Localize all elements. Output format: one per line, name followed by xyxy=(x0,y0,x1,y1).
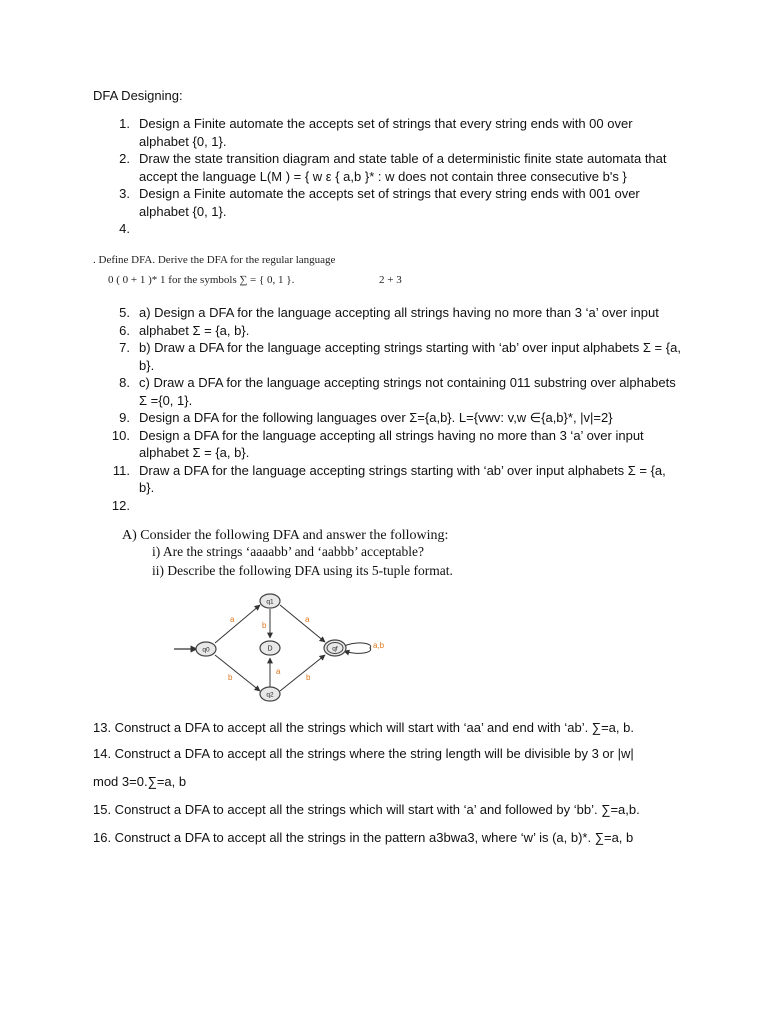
edge-final-self-loop xyxy=(344,643,371,653)
label-q1-dead: b xyxy=(262,621,267,630)
item-number: 12. xyxy=(111,497,130,513)
label-q2-final: b xyxy=(306,673,311,682)
item-text: Design a Finite automate the accepts set of strings that every string ends with 00 over alphabet {0, 1}. xyxy=(139,116,633,149)
dfa-diagram xyxy=(170,588,430,708)
item-number: 6. xyxy=(119,322,130,338)
label-q1-final: a xyxy=(305,615,310,624)
item-text: b) Draw a DFA for the language accepting strings starting with ‘ab’ over input alphabets Σ = {a, b}. xyxy=(139,340,681,373)
item-number: 1. xyxy=(119,116,130,131)
dfa-question-part-2: ii) Describe the following DFA using its 5-tuple format. xyxy=(152,563,453,578)
list-item xyxy=(93,150,683,185)
item-number: 10. xyxy=(111,427,130,443)
state-q2 xyxy=(260,687,280,701)
list-item xyxy=(93,322,683,340)
state-dead-label: D xyxy=(267,645,273,653)
question-14: 14. Construct a DFA to accept all the strings where the string length will be divisible by 3 or |w| xyxy=(93,746,634,761)
scanned-line-2: 0 ( 0 + 1 )* 1 for the symbols ∑ = { 0, 1 }. xyxy=(108,274,295,286)
page-heading: DFA Designing: xyxy=(93,88,183,103)
question-13: 13. Construct a DFA to accept all the strings which will start with ‘aa’ and end with ‘ab’. ∑=a, b. xyxy=(93,720,634,735)
edge-q0-q2 xyxy=(215,655,260,691)
list-item xyxy=(93,427,683,462)
state-q2-label: q2 xyxy=(266,691,274,699)
list-item xyxy=(93,374,683,409)
item-number: 8. xyxy=(119,375,130,390)
state-final-label: qf xyxy=(332,645,338,653)
dfa-question xyxy=(122,528,453,579)
state-dead xyxy=(260,641,280,655)
item-number: 11. xyxy=(112,462,130,478)
item-text: Design a DFA for the language accepting all strings having no more than 3 ‘a’ over input alphabet Σ = {a, b}. xyxy=(139,427,644,460)
label-final-self: a,b xyxy=(373,641,385,650)
dfa-question-part-1: i) Are the strings ‘aaaabb’ and ‘aabbb’ acceptable? xyxy=(152,544,424,559)
item-text: a) Design a DFA for the language accepting all strings having no more than 3 ‘a’ over input xyxy=(139,305,659,320)
question-16: 16. Construct a DFA to accept all the strings in the pattern a3bwa3, where ‘w’ is (a, b)*. ∑=a, b xyxy=(93,830,634,845)
item-number: 5. xyxy=(119,305,130,320)
item-text: Design a Finite automate the accepts set of strings that every string ends with 001 over alphabet {0, 1}. xyxy=(139,186,640,219)
list-item xyxy=(93,339,683,374)
edge-q1-final xyxy=(280,605,325,642)
question-list-2 xyxy=(93,304,683,513)
question-15: 15. Construct a DFA to accept all the strings which will start with ‘a’ and followed by ‘bb’. ∑=a,b. xyxy=(93,802,640,817)
item-text: c) Draw a DFA for the language accepting strings not containing 011 substring over alphabets Σ ={0, 1}. xyxy=(139,375,676,408)
question-14-continued: mod 3=0.∑=a, b xyxy=(93,774,187,789)
item-number: 9. xyxy=(119,410,130,425)
list-item xyxy=(93,115,683,150)
state-q1 xyxy=(260,594,280,608)
state-q1-label: q1 xyxy=(266,598,274,606)
scanned-marks: 2 + 3 xyxy=(379,274,402,286)
edge-q0-q1 xyxy=(215,605,260,643)
item-number: 2. xyxy=(119,151,130,166)
dfa-question-title: A) Consider the following DFA and answer the following: xyxy=(122,528,449,543)
item-number: 4. xyxy=(119,221,130,236)
item-text: Draw the state transition diagram and state table of a deterministic finite state automata that accept the language L(M ) = { w ε { a,b }* : w does not contain three consecutive b's } xyxy=(139,151,667,184)
state-final xyxy=(324,640,346,656)
list-item xyxy=(93,409,683,427)
list-item xyxy=(93,462,683,497)
edge-q2-final xyxy=(280,655,325,691)
item-text: Design a DFA for the following languages over Σ={a,b}. L={vwv: v,w ∈{a,b}*, |v|=2} xyxy=(139,410,613,425)
item-number: 7. xyxy=(119,340,130,355)
label-q2-dead: a xyxy=(276,667,281,676)
item-text: Draw a DFA for the language accepting strings starting with ‘ab’ over input alphabets Σ = {a, b}. xyxy=(139,462,666,495)
question-list-1 xyxy=(93,115,683,236)
item-number: 3. xyxy=(119,186,130,201)
label-q0-q1: a xyxy=(230,615,235,624)
list-item xyxy=(93,185,683,220)
state-q0-label: q0 xyxy=(202,646,210,654)
state-q0 xyxy=(196,642,216,656)
list-item xyxy=(93,304,683,322)
label-q0-q2: b xyxy=(228,673,233,682)
scanned-line-1: . Define DFA. Derive the DFA for the regular language xyxy=(93,254,336,266)
item-text: alphabet Σ = {a, b}. xyxy=(139,322,250,338)
